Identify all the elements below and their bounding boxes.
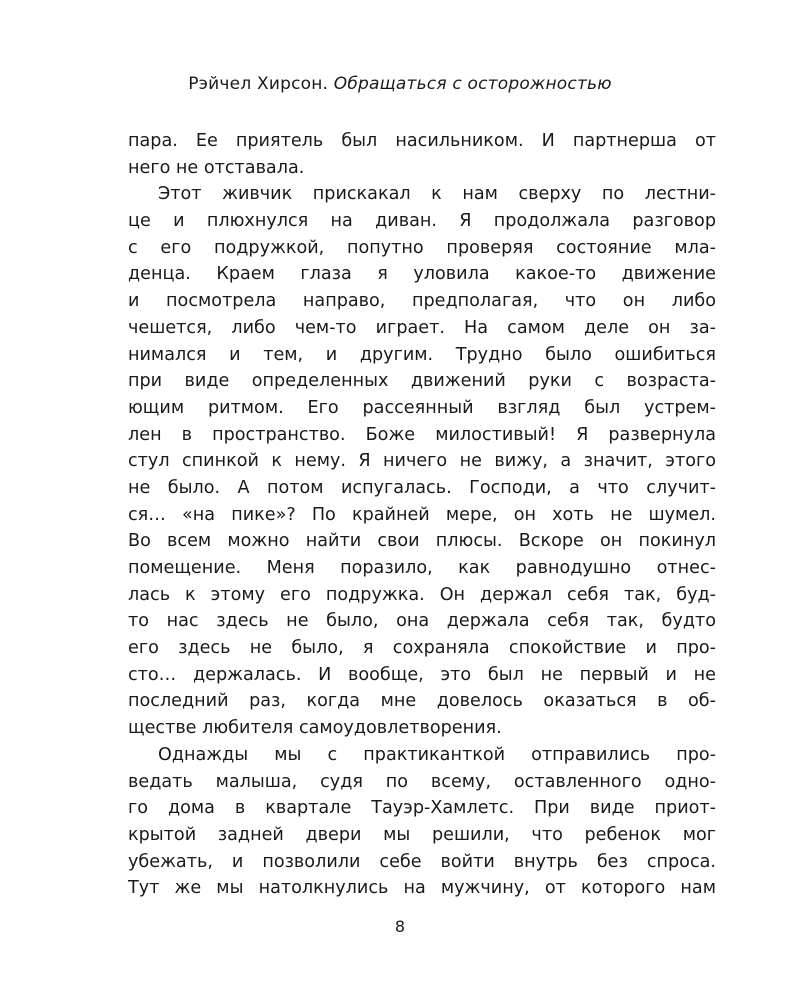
body-text	[128, 128, 716, 902]
text-line: чешется, либо чем-то играет. На самом деле он за-	[128, 317, 716, 338]
text-line: Однажды мы с практиканткой отправились про-	[158, 744, 716, 765]
header-author: Рэйчел Хирсон.	[188, 74, 329, 94]
text-line: помещение. Меня поразило, как равнодушно отнес-	[128, 558, 716, 578]
text-line: Во всем можно найти свои плюсы. Вскоре он покинул	[128, 531, 716, 552]
text-line: Тут же мы натолкнулись на мужчину, от которого нам	[128, 878, 716, 899]
text-line: стул спинкой к нему. Я ничего не вижу, а значит, этого	[128, 451, 716, 472]
text-line: ся… «на пике»? По крайней мере, он хоть не шумел.	[128, 504, 716, 525]
page-number: 8	[394, 917, 406, 936]
text-line: ществе любителя самоудовлетворения.	[128, 718, 502, 739]
text-line: его здесь не было, я сохраняла спокойствие и про-	[128, 638, 716, 659]
text-line: Этот живчик прискакал к нам сверху по лестни-	[158, 184, 716, 205]
text-line: то нас здесь не было, она держала себя так, будто	[128, 611, 716, 632]
text-line: последний раз, когда мне довелось оказаться в об-	[128, 691, 716, 712]
text-line: него не отставала.	[128, 157, 305, 178]
text-line: ющим ритмом. Его рассеянный взгляд был устрем-	[128, 397, 716, 418]
text-line: го дома в квартале Тауэр-Хамлетс. При виде приот-	[128, 798, 716, 819]
text-line: лен в пространство. Боже милостивый! Я развернула	[128, 424, 716, 445]
text-line: убежать, и позволили себе войти внутрь без спроса.	[128, 851, 716, 872]
text-line: сто… держалась. И вообще, это был не первый и не	[128, 664, 716, 685]
text-line: пара. Ее приятель был насильником. И партнерша от	[128, 131, 716, 151]
text-line: при виде определенных движений руки с возраста-	[128, 371, 716, 392]
text-line: ведать малыша, судя по всему, оставленного одно-	[128, 771, 716, 792]
text-line: и посмотрела направо, предполагая, что он либо	[128, 291, 716, 312]
header-title: Обращаться с осторожностью	[333, 74, 612, 94]
text-line: крытой задней двери мы решили, что ребенок мог	[128, 824, 716, 845]
text-line: нимался и тем, и другим. Трудно было ошибиться	[128, 344, 716, 365]
text-line: с его подружкой, попутно проверяя состояние мла-	[128, 237, 716, 258]
text-line: лась к этому его подружка. Он держал себя так, буд-	[128, 584, 716, 605]
text-line: не было. А потом испугалась. Господи, а что случит-	[128, 477, 716, 498]
text-line: це и плюхнулся на диван. Я продолжала разговор	[128, 211, 716, 232]
running-header	[0, 74, 800, 94]
text-line: денца. Краем глаза я уловила какое-то движение	[128, 264, 716, 285]
